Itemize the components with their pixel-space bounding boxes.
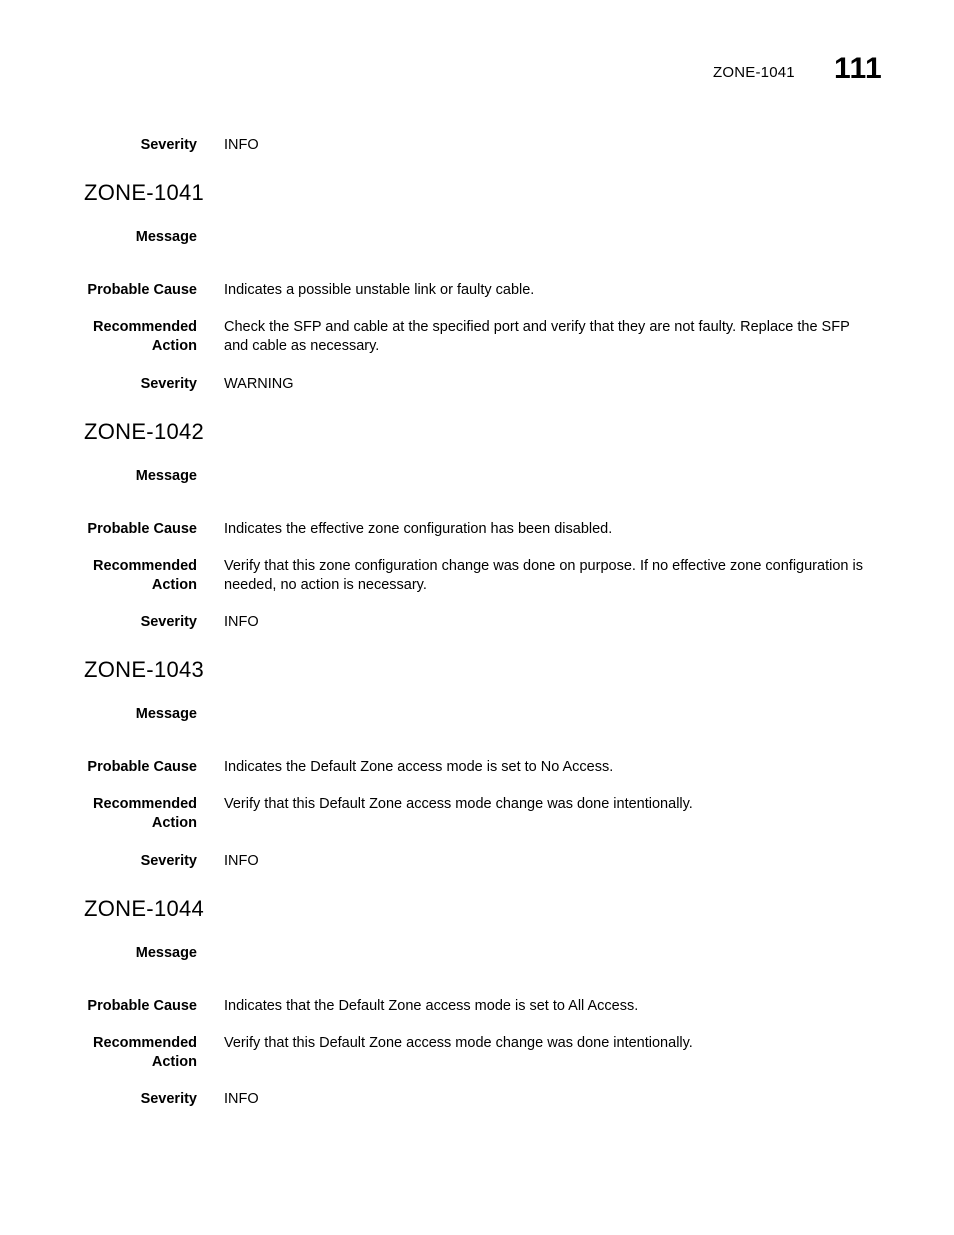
severity-value: INFO <box>224 853 259 869</box>
recommended-label-line1: Recommended <box>93 796 197 812</box>
severity-label: Severity <box>140 614 197 630</box>
recommended-label-line1: Recommended <box>93 319 197 335</box>
message-label: Message <box>135 706 197 722</box>
recommended-label-line1: Recommended <box>93 558 197 574</box>
message-label: Message <box>135 945 197 961</box>
probable-cause-value: Indicates the effective zone configuration has been disabled. <box>224 521 613 537</box>
section-heading: ZONE-1042 <box>84 419 205 444</box>
recommended-action-value: Verify that this Default Zone access mode change was done intentionally. <box>224 1035 693 1051</box>
recommended-label-line1: Recommended <box>93 1035 197 1051</box>
severity-label: Severity <box>140 853 197 869</box>
recommended-action-label <box>57 318 197 356</box>
severity-value: INFO <box>224 614 259 630</box>
severity-value: WARNING <box>224 376 294 392</box>
chapter-number: 111 <box>834 52 883 85</box>
probable-cause-value: Indicates a possible unstable link or faulty cable. <box>224 282 535 298</box>
severity-label: Severity <box>140 137 197 153</box>
recommended-label-line2: Action <box>151 338 197 354</box>
recommended-label-line2: Action <box>151 815 197 831</box>
probable-cause-label: Probable Cause <box>87 998 197 1014</box>
probable-cause-label: Probable Cause <box>87 282 197 298</box>
running-header-title: ZONE-1041 <box>713 64 795 81</box>
message-label: Message <box>135 229 197 245</box>
probable-cause-value: Indicates the Default Zone access mode is set to No Access. <box>224 759 614 775</box>
recommended-action-label <box>57 557 197 595</box>
message-label: Message <box>135 468 197 484</box>
severity-value: INFO <box>224 137 259 153</box>
recommended-action-value: Verify that this Default Zone access mode change was done intentionally. <box>224 796 693 812</box>
severity-value: INFO <box>224 1091 259 1107</box>
probable-cause-label: Probable Cause <box>87 759 197 775</box>
section-heading: ZONE-1043 <box>84 657 205 682</box>
recommended-action-value: Verify that this zone configuration change was done on purpose. If no effective zone configuration is needed, no action is necessary. <box>224 558 863 593</box>
recommended-label-line2: Action <box>151 1054 197 1070</box>
probable-cause-value: Indicates that the Default Zone access mode is set to All Access. <box>224 998 639 1014</box>
section-heading: ZONE-1044 <box>84 896 205 921</box>
probable-cause-label: Probable Cause <box>87 521 197 537</box>
recommended-action-label <box>57 1034 197 1072</box>
recommended-action-value: Check the SFP and cable at the specified port and verify that they are not faulty. Replace the SFP and cable as necessary. <box>224 319 850 354</box>
severity-label: Severity <box>140 376 197 392</box>
recommended-action-label <box>57 795 197 833</box>
severity-label: Severity <box>140 1091 197 1107</box>
recommended-label-line2: Action <box>151 577 197 593</box>
section-heading: ZONE-1041 <box>84 180 205 205</box>
